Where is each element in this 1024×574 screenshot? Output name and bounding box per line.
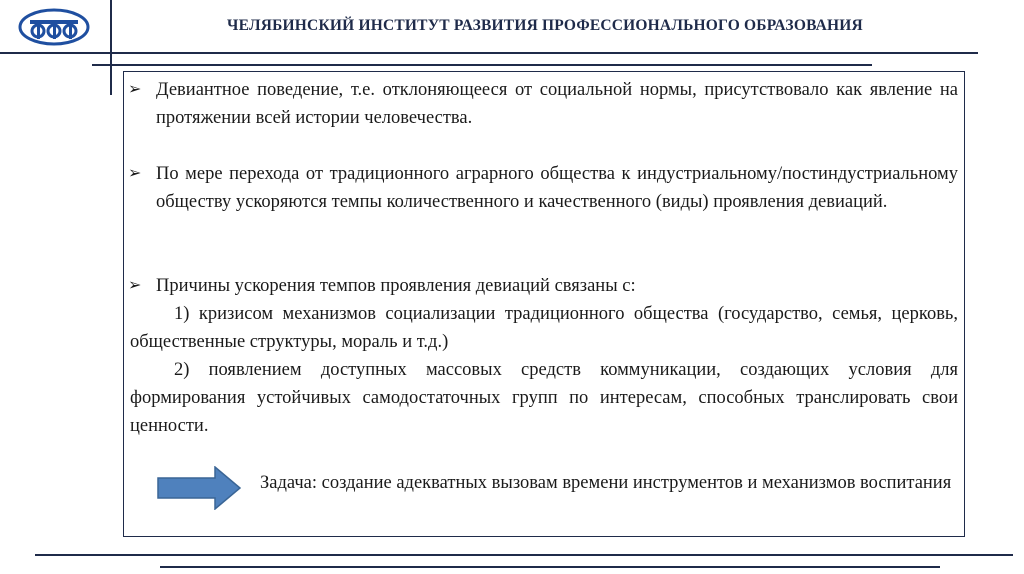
task-text: Задача: создание адекватных вызовам времени инструментов и механизмов воспитания — [260, 473, 952, 493]
bullet-arrow-icon: ➢ — [128, 165, 142, 182]
header-vertical-line — [110, 0, 112, 95]
bullet-text: По мере перехода от традиционного аграрного общества к индустриальному/постиндустриальному обществу ускоряются темпы количественного и качественного (виды) проявления девиаций. — [156, 164, 958, 212]
bullet-item — [130, 272, 958, 300]
footer-divider-line — [35, 554, 1013, 556]
header-divider-line — [0, 52, 978, 54]
bullet-arrow-icon: ➢ — [128, 81, 142, 98]
bullet-text: Причины ускорения темпов проявления девиаций связаны с: — [156, 276, 636, 296]
reason-item: 2) появлением доступных массовых средств коммуникации, создающих условия для формирования устойчивых самодостаточных групп по интересам, способных транслировать свои ценности. — [130, 360, 958, 436]
page-title: ЧЕЛЯБИНСКИЙ ИНСТИТУТ РАЗВИТИЯ ПРОФЕССИОНАЛЬНОГО ОБРАЗОВАНИЯ — [227, 17, 863, 34]
bullet-arrow-icon: ➢ — [128, 277, 142, 294]
header-subline — [92, 64, 872, 66]
right-arrow-icon — [157, 466, 241, 510]
reason-item: 1) кризисом механизмов социализации традиционного общества (государство, семья, церковь, общественные структуры, мораль и т.д.) — [130, 304, 958, 352]
institute-logo-icon — [18, 8, 90, 46]
bullet-text: Девиантное поведение, т.е. отклоняющееся от социальной нормы, присутствовало как явление на протяжении всей истории человечества. — [156, 80, 958, 128]
footer-subline — [160, 566, 940, 568]
bullet-item — [130, 160, 958, 216]
bullet-item — [130, 76, 958, 132]
